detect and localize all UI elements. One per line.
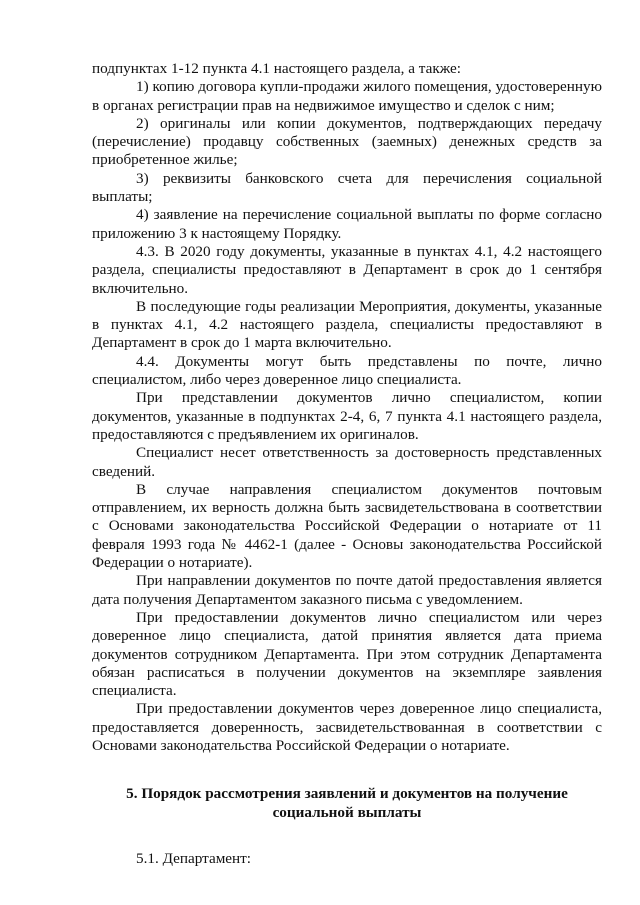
subitem-5-1: 5.1. Департамент: (136, 849, 252, 867)
paragraph-item-2: 2) оригиналы или копии документов, подтверждающих передачу (перечисление) продавцу собственных (заемных) денежных средств за приобретенное жилье; (92, 114, 602, 169)
paragraph-continuation: подпунктах 1-12 пункта 4.1 настоящего раздела, а также: (92, 60, 461, 77)
paragraph-item-3: 3) реквизиты банковского счета для перечисления социальной выплаты; (92, 169, 602, 206)
paragraph-postal: В случае направления специалистом документов почтовым отправлением, их верность должна быть засвидетельствована в соответствии с Основами законодательства Российской Федерации о нотариате от 11 февраля 1993 года № 4462-1 (далее - Основы законодательства Российской Федерации о нотариате). (92, 480, 602, 572)
paragraph-acceptance-date: При предоставлении документов лично специалистом или через доверенное лицо специалиста, датой принятия является дата приема документов сотрудником Департамента. При этом сотрудник Департамента обязан расписаться в получении документов на экземпляре заявления специалиста. (92, 608, 602, 700)
paragraph-responsibility: Специалист несет ответственность за достоверность представленных сведений. (92, 444, 602, 480)
paragraph-item-4: 4) заявление на перечисление социальной выплаты по форме согласно приложению 3 к настоящему Порядку. (92, 206, 602, 242)
paragraph-4-3: 4.3. В 2020 году документы, указанные в пунктах 4.1, 4.2 настоящего раздела, специалисты предоставляют в Департамент в срок до 1 сентября включительно. (92, 242, 602, 297)
paragraph-subsequent-years: В последующие годы реализации Мероприятия, документы, указанные в пунктах 4.1, 4.2 настоящего раздела, специалисты предоставляют в Департамент в срок до 1 марта включительно. (92, 297, 602, 352)
section-heading: 5. Порядок рассмотрения заявлений и документов на получение социальной выплаты (126, 785, 568, 821)
paragraph-personal-submission: При представлении документов лично специалистом, копии документов, указанные в подпунктах 2-4, 6, 7 пункта 4.1 настоящего раздела, предоставляются с предъявлением их оригиналов. (92, 389, 602, 443)
paragraph-item-1: 1) копию договора купли-продажи жилого помещения, удостоверенную в органах регистрации прав на недвижимое имущество и сделок с ним; (92, 78, 602, 114)
paragraph-4-4: 4.4. Документы могут быть представлены по почте, лично специалистом, либо через доверенное лицо специалиста. (92, 352, 602, 389)
paragraph-postal-date: При направлении документов по почте датой предоставления является дата получения Департаментом заказного письма с уведомлением. (92, 572, 602, 608)
paragraph-proxy: При предоставлении документов через доверенное лицо специалиста, предоставляется доверенность, засвидетельствованная в соответствии с Основами законодательства Российской Федерации о нотариате. (92, 700, 602, 754)
